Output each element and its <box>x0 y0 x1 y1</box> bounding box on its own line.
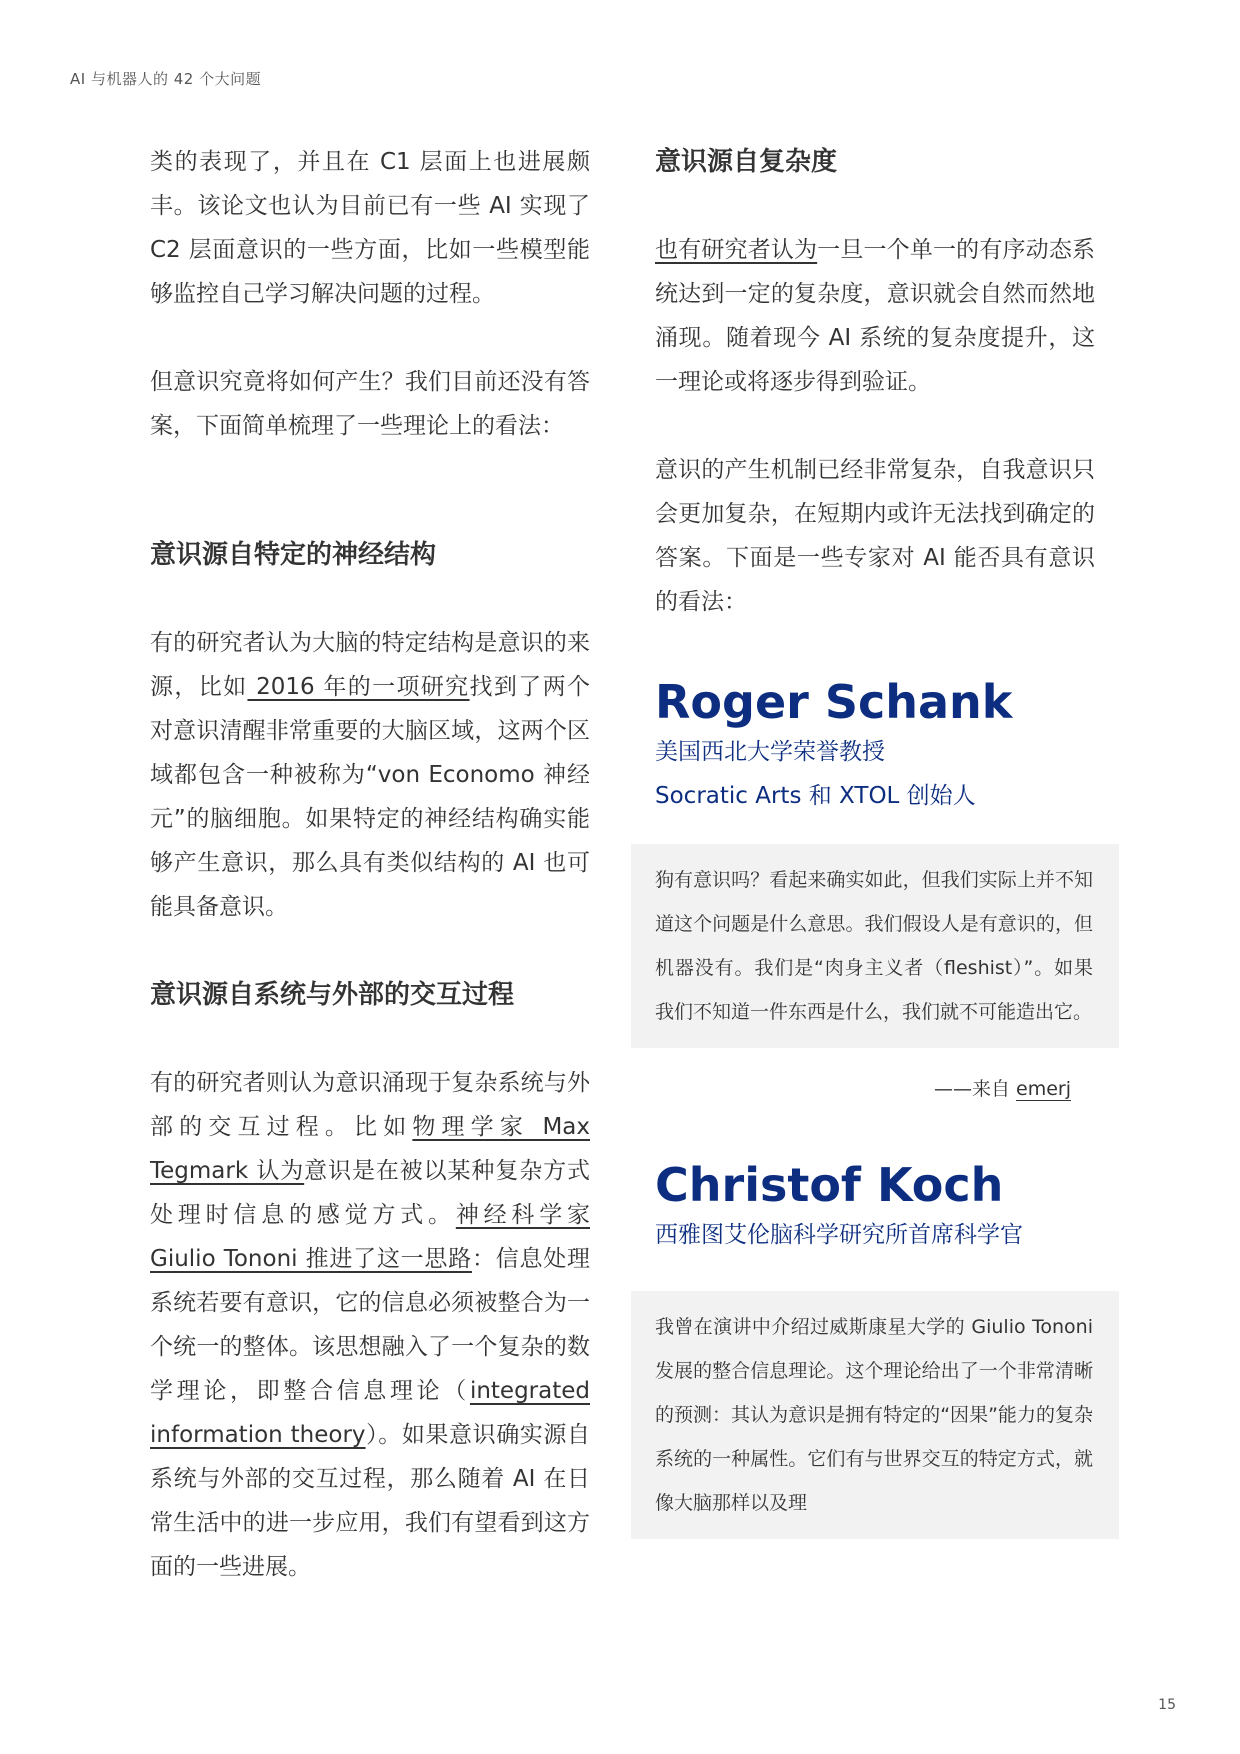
link-researchers[interactable]: 也有研究者认为 <box>655 237 818 263</box>
heading-neural-structure: 意识源自特定的神经结构 <box>150 540 437 570</box>
paragraph-system-interaction <box>150 1061 590 1589</box>
source-link-emerj[interactable]: emerj <box>1016 1078 1071 1100</box>
paragraph-text: ：信息处理系统若要有意识，它的信息必须被整合为一个统一的整体。该思想融入了一个复杂的数学理论，即整合信息理论（ <box>150 1246 591 1404</box>
heading-complexity: 意识源自复杂度 <box>655 147 838 177</box>
paragraph-neural-structure <box>150 621 590 929</box>
quote-box <box>631 1291 1119 1539</box>
link-giulio-tononi[interactable]: 神经科学家 Giulio Tononi 推进了这一思路 <box>150 1202 591 1272</box>
paragraph-text: 一旦一个单一的有序动态系统达到一定的复杂度，意识就会自然而然地涌现。随着现今 AI 系统的复杂度提升，这一理论或将逐步得到验证。 <box>655 237 1096 395</box>
link-max-tegmark[interactable]: 物理学家 Max Tegmark 认为 <box>150 1114 590 1184</box>
page-number: 15 <box>1158 1697 1176 1713</box>
expert-roger-schank <box>655 674 1095 1101</box>
running-header: AI 与机器人的 42 个大问题 <box>70 70 262 88</box>
expert-role: 西雅图艾伦脑科学研究所首席科学官 <box>655 1222 1023 1248</box>
link-2016-study[interactable]: 2016 年的一项研究 <box>247 674 470 700</box>
quote-source <box>655 1074 1095 1101</box>
expert-name: Roger Schank <box>655 675 1013 729</box>
quote-text: 我曾在演讲中介绍过威斯康星大学的 Giulio Tononi 发展的整合信息理论。这个理论给出了一个非常清晰的预测：其认为意识是拥有特定的“因果”能力的复杂系统的一种属性。它们有与世界交互的特定方式，就像大脑那样以及理 <box>655 1316 1093 1514</box>
paragraph-text: 找到了两个对意识清醒非常重要的大脑区域，这两个区域都包含一种被称为“von Economo 神经元”的脑细胞。如果特定的神经结构确实能够产生意识，那么具有类似结构的 AI 也可能具备意识。 <box>150 674 591 920</box>
right-column <box>655 140 1095 1539</box>
source-prefix: ——来自 <box>933 1078 1017 1100</box>
quote-box <box>631 844 1119 1048</box>
link-integrated-information-theory[interactable]: integrated information theory <box>150 1378 590 1448</box>
paragraph-self-awareness: 意识的产生机制已经非常复杂，自我意识只会更加复杂，在短期内或许无法找到确定的答案。下面是一些专家对 AI 能否具有意识的看法： <box>655 457 1095 615</box>
paragraph-question: 但意识究竟将如何产生？我们目前还没有答案，下面简单梳理了一些理论上的看法： <box>150 369 590 439</box>
paragraph-text: 意识是在被以某种复杂方式处理时信息的感觉方式。 <box>150 1158 591 1228</box>
expert-role: Socratic Arts 和 XTOL 创始人 <box>655 783 976 809</box>
expert-christof-koch <box>655 1157 1095 1539</box>
expert-name: Christof Koch <box>655 1158 1004 1212</box>
heading-system-interaction: 意识源自系统与外部的交互过程 <box>150 980 515 1010</box>
paragraph-c1-c2: 类的表现了，并且在 C1 层面上也进展颇丰。该论文也认为目前已有一些 AI 实现了 C2 层面意识的一些方面，比如一些模型能够监控自己学习解决问题的过程。 <box>150 149 590 307</box>
quote-text: 狗有意识吗？看起来确实如此，但我们实际上并不知道这个问题是什么意思。我们假设人是有意识的，但机器没有。我们是“肉身主义者（fleshist）”。如果我们不知道一件东西是什么，我们就不可能造出它。 <box>655 869 1093 1023</box>
left-column <box>150 140 590 1589</box>
paragraph-complexity <box>655 228 1095 404</box>
expert-role: 美国西北大学荣誉教授 <box>655 739 885 765</box>
paragraph-text: 有的研究者则认为意识涌现于复杂系统与外部的交互过程。比如 <box>150 1070 590 1140</box>
paragraph-text: ）。如果意识确实源自系统与外部的交互过程，那么随着 AI 在日常生活中的进一步应用，我们有望看到这方面的一些进展。 <box>150 1422 590 1580</box>
paragraph-text: 有的研究者认为大脑的特定结构是意识的来源，比如 <box>150 630 590 700</box>
